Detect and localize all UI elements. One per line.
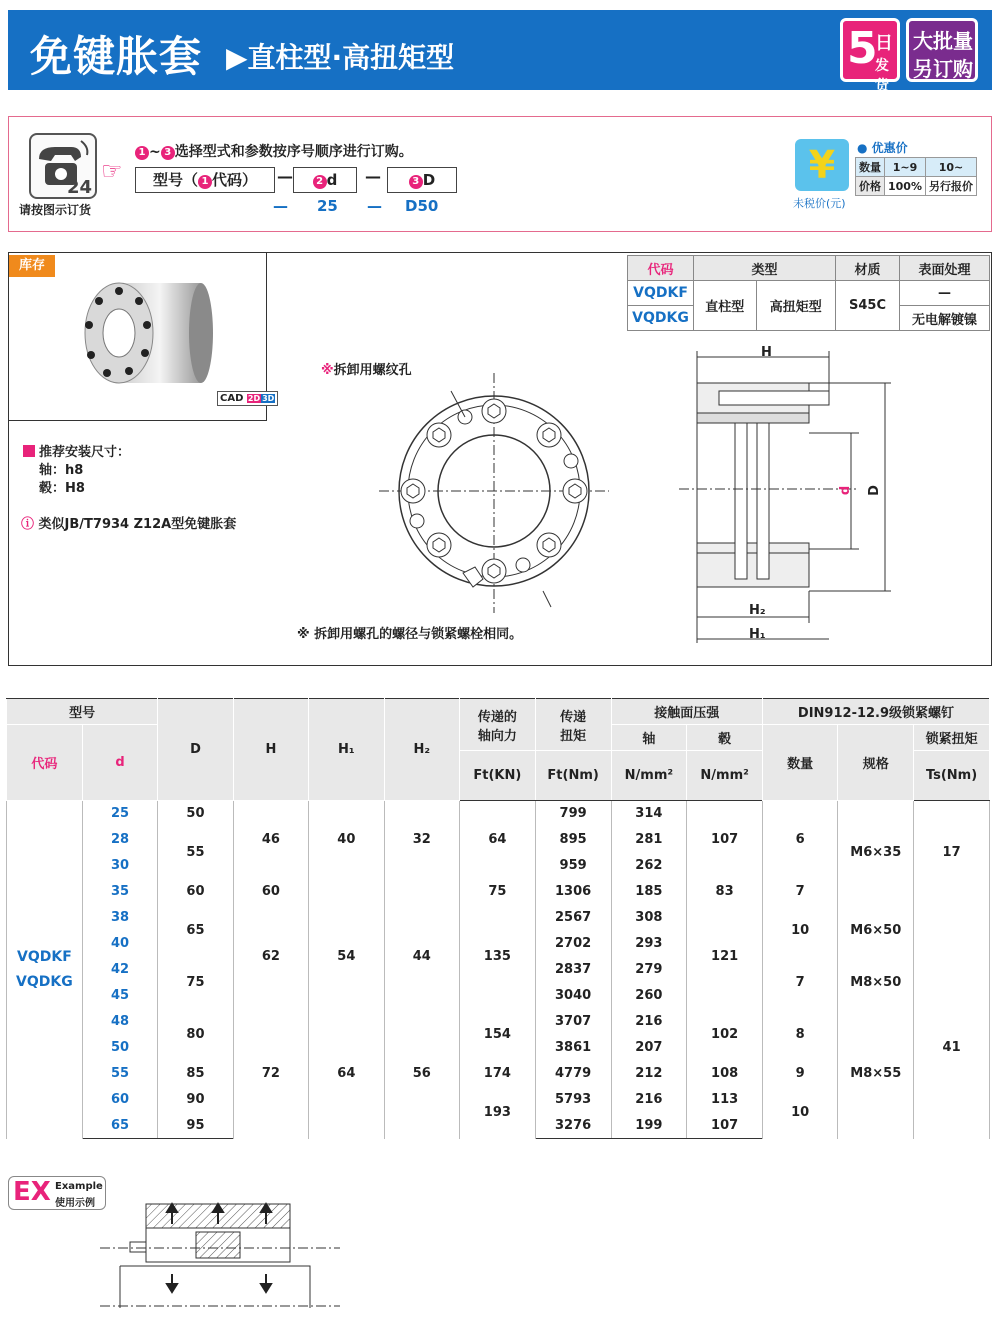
recommend-title: 推荐安装尺寸： bbox=[23, 441, 130, 460]
field-d: 2 d bbox=[293, 167, 357, 193]
table-row: 60 90 193 5793 216 113 10 bbox=[7, 1087, 990, 1113]
screw-note: ※ 拆卸用螺孔的螺径与锁紧螺栓相同。 bbox=[297, 627, 523, 642]
yen-icon: ¥ bbox=[795, 139, 849, 191]
similar-standard: ⓘ 类似JB/T7934 Z12A型免键胀套 bbox=[21, 517, 237, 532]
code-vqdkg: VQDKG bbox=[628, 306, 694, 331]
phone-caption: 请按图示订货 bbox=[19, 203, 92, 217]
code-vqdkf: VQDKF bbox=[628, 281, 694, 306]
five-day-badge: 5 日 发货 bbox=[840, 18, 900, 82]
page-header bbox=[8, 10, 992, 94]
page-title: 免键胀套 bbox=[30, 32, 203, 81]
example-D: D50 bbox=[405, 197, 439, 215]
table-row: 50 3861 207 bbox=[7, 1035, 990, 1061]
price-caption: 未税价(元) bbox=[793, 197, 846, 210]
table-row: 35 60 60 75 1306 185 83 7 bbox=[7, 879, 990, 905]
table-row: 38 65 62 54 44 135 2567 308 121 10 M6×50 bbox=[7, 905, 990, 931]
bulk-order-badge: 大批量 另订购 bbox=[906, 18, 978, 82]
table-row: 65 95 3276 199 107 bbox=[7, 1113, 990, 1139]
hub-tolerance: 毂：H8 bbox=[39, 481, 85, 496]
discount-table: 数量 1~9 10~ 价格 100% 另行报价 bbox=[855, 157, 977, 196]
table-row: 55 85 174 4779 212 108 9 bbox=[7, 1061, 990, 1087]
field-model-code: 型号（ 1 代码） bbox=[135, 167, 275, 193]
info-icon: ⓘ bbox=[21, 517, 35, 532]
table-row: 48 80 72 64 56 154 3707 216 102 8 M8×55 bbox=[7, 1009, 990, 1035]
table-row: 28 55 895 281 bbox=[7, 827, 990, 853]
svg-text:24: 24 bbox=[67, 177, 93, 197]
table-row: VQDKF VQDKG 25 50 46 40 32 64 799 314 107 6 M6×35 17 bbox=[7, 801, 990, 827]
side-view-drawing bbox=[679, 343, 919, 653]
phone-24h-icon bbox=[29, 133, 97, 199]
example-dash: — bbox=[367, 197, 382, 215]
page-subtitle: ▶直柱型·高扭矩型 bbox=[226, 41, 455, 74]
dim-D: D bbox=[866, 485, 882, 496]
cad-badge[interactable]: CAD 2D 3D bbox=[217, 391, 278, 406]
table-row: 30 959 262 bbox=[7, 853, 990, 879]
example-label: EX Example 使用示例 bbox=[8, 1176, 106, 1210]
front-view-drawing bbox=[379, 373, 609, 613]
field-D: 3 D bbox=[387, 167, 457, 193]
code-cell: VQDKF VQDKG bbox=[7, 801, 83, 1139]
stock-badge: 库存 bbox=[9, 255, 55, 277]
table-row: 45 3040 260 bbox=[7, 983, 990, 1009]
dimension-table: 型号 D H H₁ H₂ 传递的 轴向力 传递 扭矩 接触面压强 DIN912-12.9级锁紧螺钉 代码 d 轴 毂 数量 规格 锁紧扭矩 Ft(KN) Ft(Nm) N/mm² N/mm² Ts(Nm) VQDKF VQDKG 25 50 46 40 32 64 799 314 107 6 M6×35 17 28 55 895 281 30 959 262 35 60 60 75 1306 185 83 7 38 65 62 54 44 135 2567 308 121 10 M6×50 40 2702 293 42 75 2837 279 7 M8×50 41 45 3040 260 48 80 72 64 56 154 3707 216 102 8 M8×55 50 3861 207 55 85 174 4779 212 108 9 60 90 193 5793 216 113 10 65 95 3276 199 107 bbox=[6, 698, 990, 1139]
order-instruction: 1 ~ 3 选择型式和参数按序号顺序进行订购。 bbox=[135, 141, 413, 161]
usage-example-drawing bbox=[100, 1196, 350, 1316]
example-dash: — bbox=[273, 197, 288, 215]
dim-H: H bbox=[761, 345, 772, 360]
dash: — bbox=[277, 167, 293, 186]
shaft-tolerance: 轴：h8 bbox=[39, 463, 84, 478]
spec-table: 代码 类型 材质 表面处理 VQDKF 直柱型 高扭矩型 S45C — VQDKG 无电解镀镍 bbox=[627, 255, 990, 331]
product-panel bbox=[8, 252, 992, 666]
pointing-hand-icon: ☞ bbox=[101, 157, 123, 185]
dim-d: d bbox=[838, 485, 854, 496]
dash: — bbox=[365, 167, 381, 186]
screw-hole-label: ※拆卸用螺纹孔 bbox=[321, 363, 412, 378]
dim-H1: H₁ bbox=[749, 627, 766, 642]
table-row: 40 2702 293 bbox=[7, 931, 990, 957]
product-photo bbox=[69, 273, 219, 403]
discount-title: ● 优惠价 bbox=[857, 141, 908, 155]
dim-H2: H₂ bbox=[749, 603, 766, 618]
order-box bbox=[8, 116, 992, 232]
table-row: 42 75 2837 279 7 M8×50 41 bbox=[7, 957, 990, 983]
example-d: 25 bbox=[317, 197, 338, 215]
